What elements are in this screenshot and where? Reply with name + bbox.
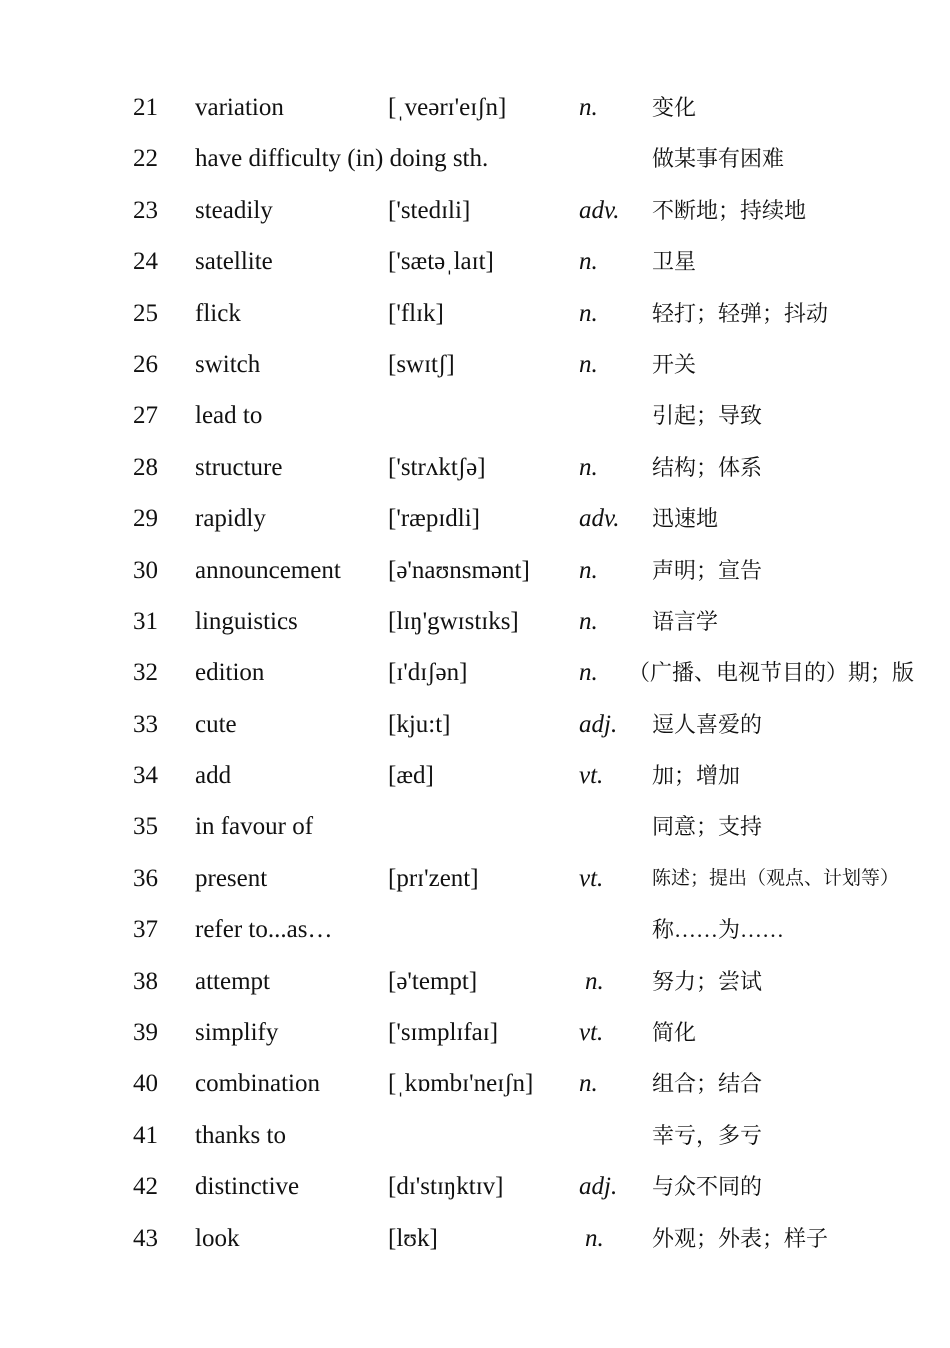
entry-pronunciation: ['ræpɪdli] [388,505,480,533]
entry-meaning: 陈述；提出（观点、计划等） [652,867,900,889]
entry-pronunciation: [ˌveərɪ'eɪʃn] [388,94,507,121]
entry-number: 21 [133,94,158,121]
entry-meaning: 语言学 [652,608,719,634]
entry-meaning: 结构；体系 [652,454,763,480]
entry-part-of-speech: n. [579,607,598,635]
entry-part-of-speech: adv. [579,196,620,224]
entry-part-of-speech: n. [579,556,598,584]
entry-number: 23 [133,196,158,224]
entry-number: 26 [133,350,158,378]
entry-pronunciation: ['strʌktʃə] [388,453,486,481]
entry-number: 34 [133,762,158,790]
list-item [0,545,950,596]
entry-meaning: 外观；外表；样子 [652,1225,829,1251]
entry-pronunciation: [lʊk] [388,1224,438,1252]
entry-pronunciation: [kju:t] [388,710,451,738]
entry-number: 35 [133,813,158,841]
entry-pronunciation: [ə'tempt] [388,967,478,995]
entry-pronunciation: ['sɪmplɪfaɪ] [388,1019,499,1047]
entry-number: 22 [133,145,158,173]
entry-number: 24 [133,248,158,276]
entry-word: satellite [195,248,273,276]
entry-number: 31 [133,607,158,635]
entry-word: cute [195,710,237,738]
entry-word: present [195,864,268,892]
entry-word: simplify [195,1019,279,1047]
entry-number: 27 [133,402,158,430]
list-item [0,904,950,955]
list-item [0,1213,950,1264]
entry-meaning: 努力；尝试 [652,968,763,994]
entry-meaning: 声明；宣告 [652,557,763,583]
entry-meaning: 变化 [652,95,697,120]
list-item [0,390,950,441]
entry-pronunciation: [prɪ'zent] [388,864,479,892]
entry-word: refer to...as… [195,916,333,944]
entry-meaning: 与众不同的 [652,1174,763,1200]
list-item [0,853,950,904]
list-item [0,339,950,390]
entry-number: 39 [133,1019,158,1047]
entry-number: 36 [133,864,158,892]
entry-meaning: 迅速地 [652,506,719,532]
list-item [0,1161,950,1212]
entry-word: lead to [195,402,263,430]
entry-pronunciation: [ˌkɒmbɪ'neɪʃn] [388,1070,534,1098]
entry-part-of-speech: n. [579,350,598,378]
entry-word: switch [195,350,261,378]
entry-part-of-speech: n. [579,1070,598,1098]
entry-meaning: 轻打；轻弹；抖动 [652,300,829,326]
list-item [0,442,950,493]
entry-meaning: 称……为…… [652,917,785,943]
entry-word: distinctive [195,1173,300,1201]
entry-part-of-speech: n. [579,453,598,481]
list-item [0,82,950,133]
entry-pronunciation: ['flɪk] [388,299,444,327]
entry-part-of-speech: n. [579,659,598,687]
entry-number: 33 [133,710,158,738]
entry-pronunciation: ['stedɪli] [388,196,471,224]
entry-number: 32 [133,659,158,687]
entry-number: 30 [133,556,158,584]
entry-meaning: （广播、电视节目的）期；版 [628,660,915,686]
entry-part-of-speech: adj. [579,1173,618,1201]
entry-meaning: 加；增加 [652,763,741,789]
entry-part-of-speech: n. [585,967,604,995]
list-item [0,699,950,750]
entry-number: 29 [133,505,158,533]
list-item [0,647,950,698]
entry-meaning: 开关 [652,351,697,377]
entry-word: steadily [195,196,273,224]
entry-word: in favour of [195,813,314,841]
entry-number: 42 [133,1173,158,1201]
entry-word: linguistics [195,607,298,635]
entry-word: look [195,1224,240,1252]
entry-meaning: 卫星 [652,249,697,275]
entry-word: announcement [195,556,341,584]
list-item [0,236,950,287]
vocabulary-list [0,82,950,1264]
entry-meaning: 引起；导致 [652,403,763,429]
entry-word: add [195,762,232,790]
list-item [0,1058,950,1109]
entry-part-of-speech: adj. [579,710,618,738]
entry-word: edition [195,659,265,687]
list-item [0,1007,950,1058]
entry-part-of-speech: n. [579,299,598,327]
entry-meaning: 做某事有困难 [652,146,785,172]
list-item [0,750,950,801]
entry-word: variation [195,94,284,121]
entry-word: flick [195,299,241,327]
entry-word: structure [195,453,283,481]
list-item [0,133,950,184]
entry-number: 43 [133,1224,158,1252]
entry-word: attempt [195,967,270,995]
entry-meaning: 幸亏，多亏 [652,1122,763,1148]
entry-meaning: 组合；结合 [652,1071,763,1097]
entry-pronunciation: [swɪtʃ] [388,350,455,378]
entry-part-of-speech: vt. [579,762,604,790]
list-item [0,288,950,339]
entry-meaning: 逗人喜爱的 [652,711,763,737]
entry-part-of-speech: adv. [579,505,620,533]
list-item [0,185,950,236]
list-item [0,801,950,852]
entry-word: have difficulty (in) doing sth. [195,145,489,173]
list-item [0,493,950,544]
entry-word: thanks to [195,1121,286,1149]
entry-pronunciation: ['sætəˌlaɪt] [388,248,494,276]
entry-pronunciation: [dɪ'stɪŋktɪv] [388,1173,504,1201]
list-item [0,596,950,647]
entry-meaning: 不断地；持续地 [652,197,807,223]
entry-part-of-speech: n. [579,248,598,276]
list-item [0,956,950,1007]
entry-meaning: 简化 [652,1020,697,1046]
entry-word: rapidly [195,505,266,533]
entry-word: combination [195,1070,320,1098]
entry-number: 38 [133,967,158,995]
entry-number: 25 [133,299,158,327]
entry-part-of-speech: vt. [579,1019,604,1047]
entry-pronunciation: [lɪŋ'gwɪstɪks] [388,607,519,635]
list-item [0,1110,950,1161]
entry-pronunciation: [æd] [388,762,434,790]
entry-part-of-speech: n. [585,1224,604,1252]
entry-pronunciation: [ɪ'dɪʃən] [388,659,468,687]
entry-meaning: 同意；支持 [652,814,763,840]
entry-pronunciation: [ə'naʊnsmənt] [388,556,530,584]
entry-part-of-speech: vt. [579,864,604,892]
entry-number: 37 [133,916,158,944]
entry-number: 28 [133,453,158,481]
entry-number: 40 [133,1070,158,1098]
entry-part-of-speech: n. [579,94,598,121]
entry-number: 41 [133,1121,158,1149]
